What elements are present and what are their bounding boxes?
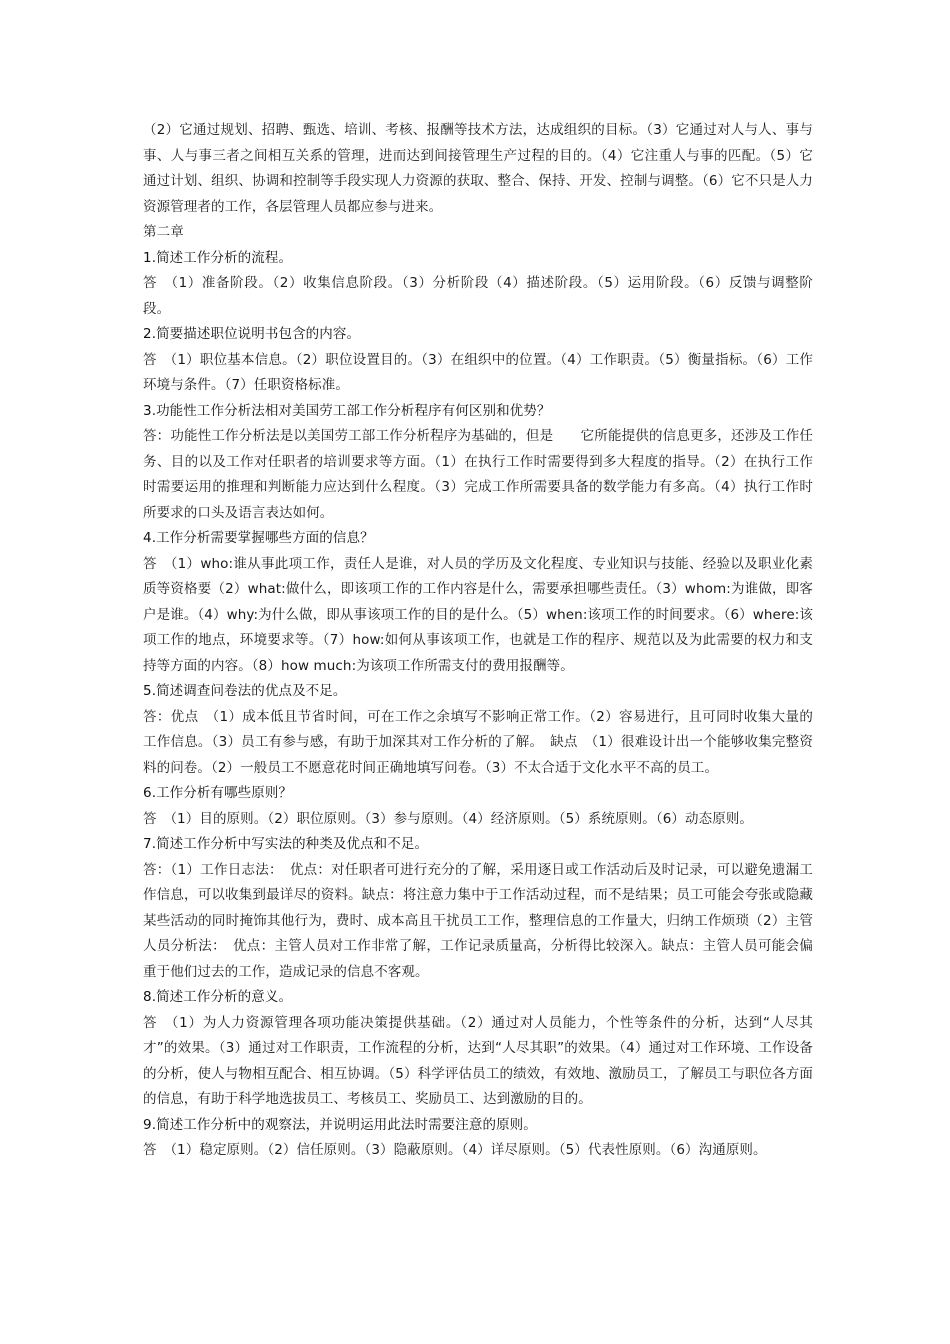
answer-5: 答：优点 （1）成本低且节省时间，可在工作之余填写不影响正常工作。（2）容易进行，且可同时收集大量的工作信息。（3）员工有参与感，有助于加深其对工作分析的了解。 缺点 （1）很难设计出一个能够收集完整资料的问卷。（2）一般员工不愿意花时间正确地填写问卷。（3）不太合适于文化水平不高的员工。 [143,708,813,776]
question-8: 8.简述工作分析的意义。 [143,989,293,1005]
answer-3: 答：功能性工作分析法是以美国劳工部工作分析程序为基础的，但是 它所能提供的信息更多，还涉及工作任务、目的以及工作对任职者的培训要求等方面。（1）在执行工作时需要得到多大程度的指导。（2）在执行工作时需要运用的推理和判断能力应达到什么程度。（3）完成工作所需要具备的数学能力有多高。（4）执行工作时所要求的口头及语言表达如何。 [143,428,813,521]
question-9: 9.简述工作分析中的观察法，并说明运用此法时需要注意的原则。 [143,1116,537,1133]
answer-9: 答 （1）稳定原则。（2）信任原则。（3）隐蔽原则。（4）详尽原则。（5）代表性原则。（6）沟通原则。 [143,1142,767,1158]
question-5: 5.简述调查问卷法的优点及不足。 [143,683,347,699]
question-7: 7.简述工作分析中写实法的种类及优点和不足。 [143,836,429,852]
question-6: 6.工作分析有哪些原则？ [143,785,293,801]
answer-2: 答 （1）职位基本信息。（2）职位设置目的。（3）在组织中的位置。（4）工作职责。（5）衡量指标。（6）工作环境与条件。（7）任职资格标准。 [143,351,813,393]
answer-1: 答 （1）准备阶段。（2）收集信息阶段。（3）分析阶段（4）描述阶段。（5）运用阶段。（6）反馈与调整阶段。 [143,275,813,317]
question-3: 3.功能性工作分析法相对美国劳工部工作分析程序有何区别和优势？ [143,402,551,419]
answer-8: 答 （1）为人力资源管理各项功能决策提供基础。（2）通过对人员能力，个性等条件的分析，达到“人尽其才”的效果。（3）通过对工作职责，工作流程的分析，达到“人尽其职”的效果。（4）通过对工作环境、工作设备的分析，使人与物相互配合、相互协调。（5）科学评估员工的绩效，有效地、激励员工，了解员工与职位各方面的信息，有助于科学地选拔员工、考核员工、奖励员工、达到激励的目的。 [143,1014,813,1107]
question-4: 4.工作分析需要掌握哪些方面的信息？ [143,530,374,546]
question-1: 1.简述工作分析的流程。 [143,249,293,266]
chapter-heading: 第二章 [143,224,184,240]
answer-4: 答 （1）who:谁从事此项工作，责任人是谁，对人员的学历及文化程度、专业知识与技能、经验以及职业化素质等资格要（2）what:做什么，即该项工作的工作内容是什么，需要承担哪些责任。（3）whom:为谁做，即客户是谁。（4）why:为什么做，即从事该项工作的目的是什么。（5）when:该项工作的时间要求。（6）where:该项工作的地点，环境要求等。（7）how:如何从事该项工作，也就是工作的程序、规范以及为此需要的权力和支持等方面的内容。（8）how much:为该项工作所需支付的费用报酬等。 [143,555,813,674]
document-body [143,118,813,1164]
paragraph-intro-continuation: （2）它通过规划、招聘、甄选、培训、考核、报酬等技术方法，达成组织的目标。（3）它通过对人与人、事与事、人与事三者之间相互关系的管理，进而达到间接管理生产过程的目的。（4）它注重人与事的匹配。（5）它通过计划、组织、协调和控制等手段实现人力资源的获取、整合、保持、开发、控制与调整。（6）它不只是人力资源管理者的工作，各层管理人员都应参与进来。 [143,122,813,215]
answer-7: 答：（1）工作日志法： 优点：对任职者可进行充分的了解，采用逐日或工作活动后及时记录，可以避免遗漏工作信息，可以收集到最详尽的资料。缺点：将注意力集中于工作活动过程，而不是结果；员工可能会夸张或隐藏某些活动的同时掩饰其他行为，费时、成本高且干扰员工工作，整理信息的工作量大，归纳工作烦琐（2）主管人员分析法： 优点：主管人员对工作非常了解，工作记录质量高，分析得比较深入。缺点：主管人员可能会偏重于他们过去的工作，造成记录的信息不客观。 [143,861,813,980]
question-2: 2.简要描述职位说明书包含的内容。 [143,326,361,342]
answer-6: 答 （1）目的原则。（2）职位原则。（3）参与原则。（4）经济原则。（5）系统原则。（6）动态原则。 [143,810,754,827]
